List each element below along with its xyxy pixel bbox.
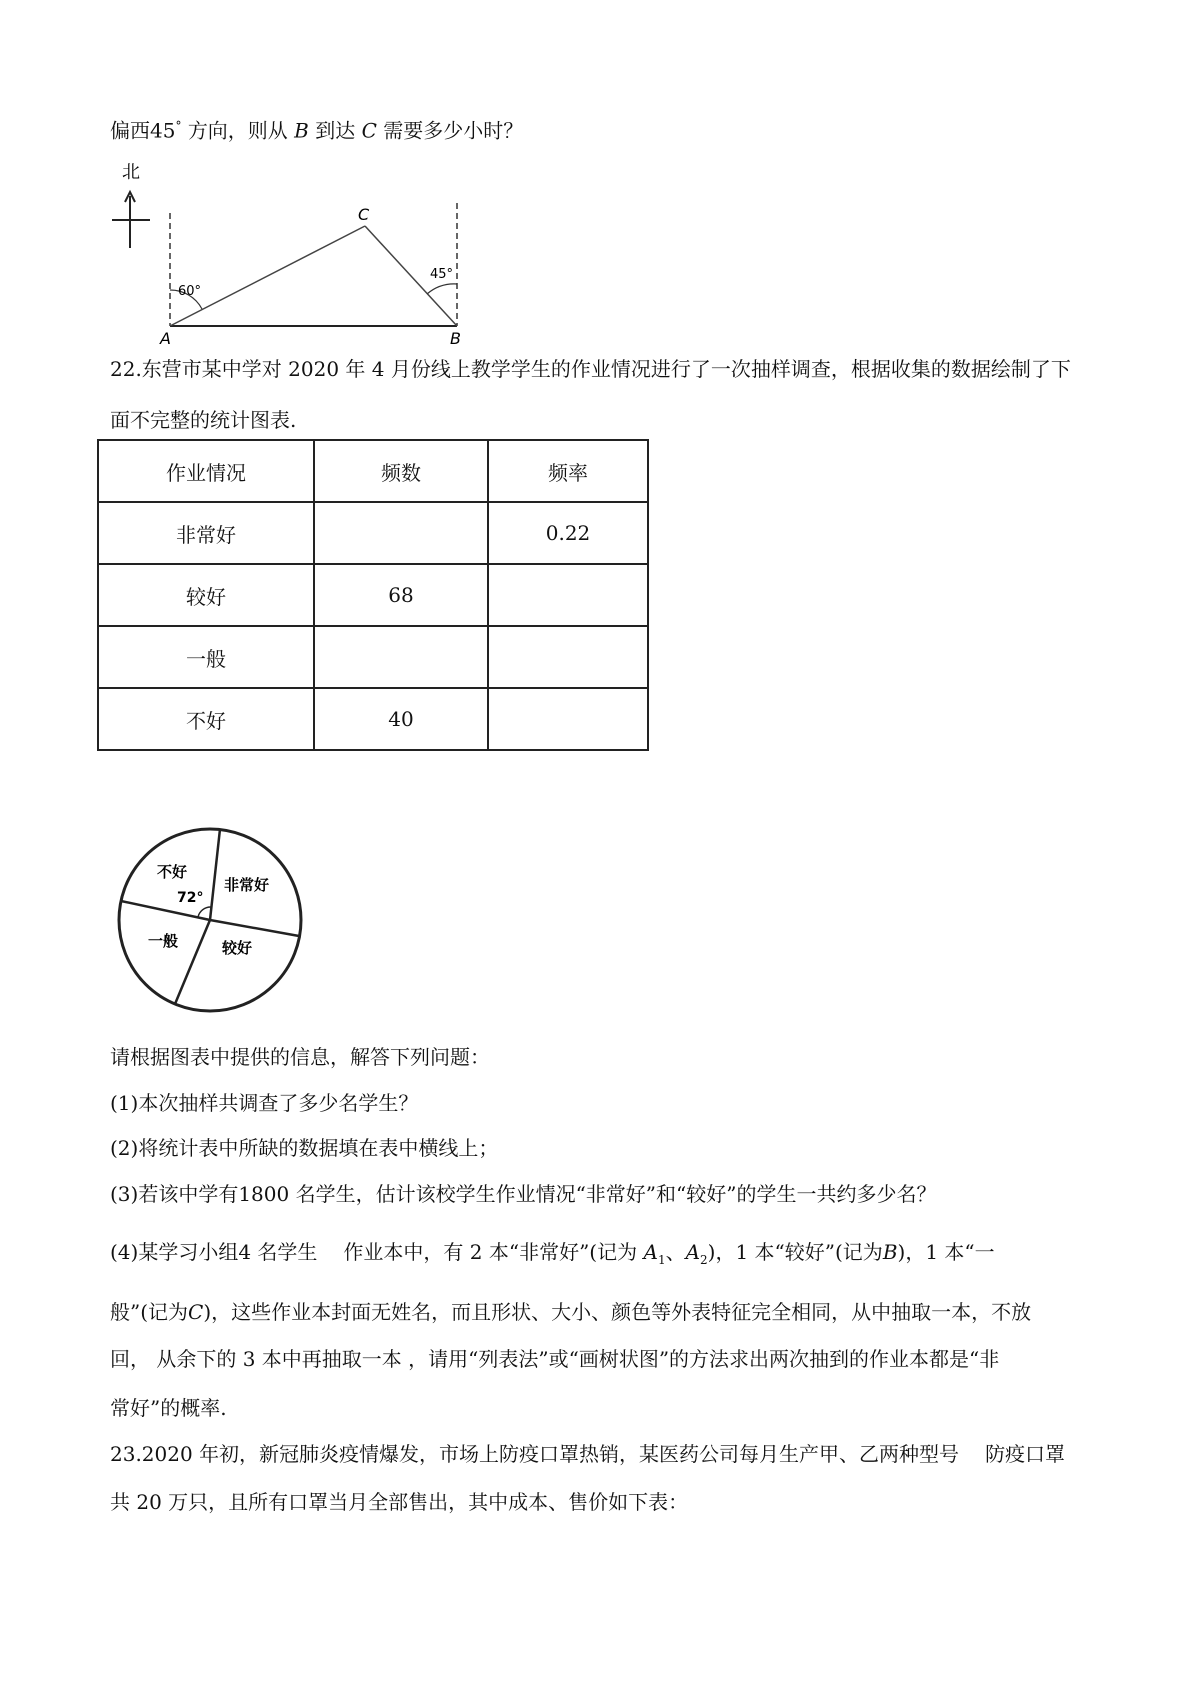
q22-sub4-line2 — [110, 1298, 1031, 1326]
symbol-a: A — [685, 1240, 701, 1264]
q21-point-b: B — [294, 118, 309, 143]
q22-sub4-text-line2b: )，这些作业本封面无姓名，而且形状、大小、颜色等外表特征完全相同，从中抽取一本，不放 — [203, 1300, 1032, 1324]
angle-a-label: 60° — [178, 284, 202, 299]
table-cell: 40 — [314, 688, 488, 750]
q21-tail-line — [110, 112, 523, 145]
segment-ac — [170, 226, 365, 326]
q21-text-prefix: 偏西 — [110, 118, 150, 143]
symbol-c: C — [188, 1300, 204, 1324]
subscript-2: 2 — [700, 1253, 708, 1267]
q22-intro-line2: 面不完整的统计图表. — [110, 408, 297, 432]
separator: 、 — [665, 1240, 686, 1264]
q21-point-c: C — [361, 118, 377, 143]
pie-label-average: 一般 — [148, 932, 179, 950]
q22-sub4-text-b: 作业本中，有 2 本“非常好”(记为 — [343, 1240, 638, 1264]
q21-angle: 45 — [150, 118, 176, 143]
q22-sub4-text-a: (4)某学习小组4 名学生 — [110, 1240, 318, 1264]
q23-line1 — [110, 1440, 1065, 1468]
table-row — [98, 626, 648, 688]
q21-text-to: 到达 — [315, 118, 356, 143]
q23-text-a: 23.2020 年初，新冠肺炎疫情爆发，市场上防疫口罩热销，某医药公司每月生产甲、乙两种型号 — [110, 1442, 960, 1466]
symbol-a: A — [643, 1240, 658, 1264]
table-cell — [314, 626, 488, 688]
angle-arc-b — [427, 284, 457, 294]
point-c-label: C — [358, 205, 370, 224]
q22-sub4-text-line2a: 般”(记为 — [110, 1300, 189, 1324]
table-cell — [314, 502, 488, 564]
angle-b-label: 45° — [430, 267, 454, 282]
pie-chart — [110, 820, 310, 1020]
navigation-diagram — [100, 158, 480, 348]
q21-text-suffix: 需要多少小时？ — [383, 118, 524, 143]
table-cell — [488, 564, 648, 626]
table-cell — [488, 688, 648, 750]
subscript-1: 1 — [657, 1253, 666, 1267]
table-row — [98, 502, 648, 564]
table-cell: 非常好 — [98, 502, 314, 564]
table-cell: 较好 — [98, 564, 314, 626]
q22-sub1: (1)本次抽样共调查了多少名学生？ — [110, 1091, 419, 1115]
q22-sub3: (3)若该中学有1800 名学生，估计该校学生作业情况“非常好”和“较好”的学生一共约多少名？ — [110, 1182, 937, 1206]
table-header-cell: 频率 — [488, 440, 648, 502]
q21-degree-mark: ° — [175, 119, 182, 133]
table-cell: 0.22 — [488, 502, 648, 564]
q22-sub4-line4: 常好”的概率. — [110, 1396, 227, 1420]
q22-sub2: (2)将统计表中所缺的数据填在表中横线上； — [110, 1136, 499, 1160]
q21-text-mid: 方向，则从 — [187, 118, 288, 143]
table-header-cell: 频数 — [314, 440, 488, 502]
pie-label-very-good: 非常好 — [224, 876, 270, 894]
q22-sub4-text-d: )，1 本“一 — [897, 1240, 995, 1264]
table-cell: 一般 — [98, 626, 314, 688]
frequency-table — [97, 439, 649, 751]
pie-label-bad: 不好 — [157, 863, 188, 881]
symbol-b: B — [882, 1240, 898, 1264]
q22-ask: 请根据图表中提供的信息，解答下列问题： — [110, 1045, 490, 1069]
q22-intro-line1: 22.东营市某中学对 2020 年 4 月份线上教学学生的作业情况进行了一次抽样调查，根据收集的数据绘制了下 — [110, 357, 1071, 381]
north-label: 北 — [122, 162, 140, 183]
pie-angle-label: 72° — [177, 890, 204, 906]
table-cell: 不好 — [98, 688, 314, 750]
q22-sub4-text-c: )，1 本“较好”(记为 — [707, 1240, 883, 1264]
table-cell: 68 — [314, 564, 488, 626]
table-row — [98, 564, 648, 626]
q23-text-b: 防疫口罩 — [985, 1442, 1066, 1466]
point-a-label: A — [160, 329, 171, 348]
point-b-label: B — [450, 329, 461, 348]
pie-label-good: 较好 — [222, 939, 253, 957]
table-header-cell: 作业情况 — [98, 440, 314, 502]
table-cell — [488, 626, 648, 688]
q22-sub4-line1 — [110, 1238, 995, 1274]
q23-line2: 共 20 万只，且所有口罩当月全部售出，其中成本、售价如下表： — [110, 1490, 689, 1514]
table-header-row — [98, 440, 648, 502]
table-row — [98, 688, 648, 750]
q22-sub4-line3: 回， 从余下的 3 本中再抽取一本 ，请用“列表法”或“画树状图”的方法求出两次抽到的作业本都是“非 — [110, 1347, 1000, 1371]
